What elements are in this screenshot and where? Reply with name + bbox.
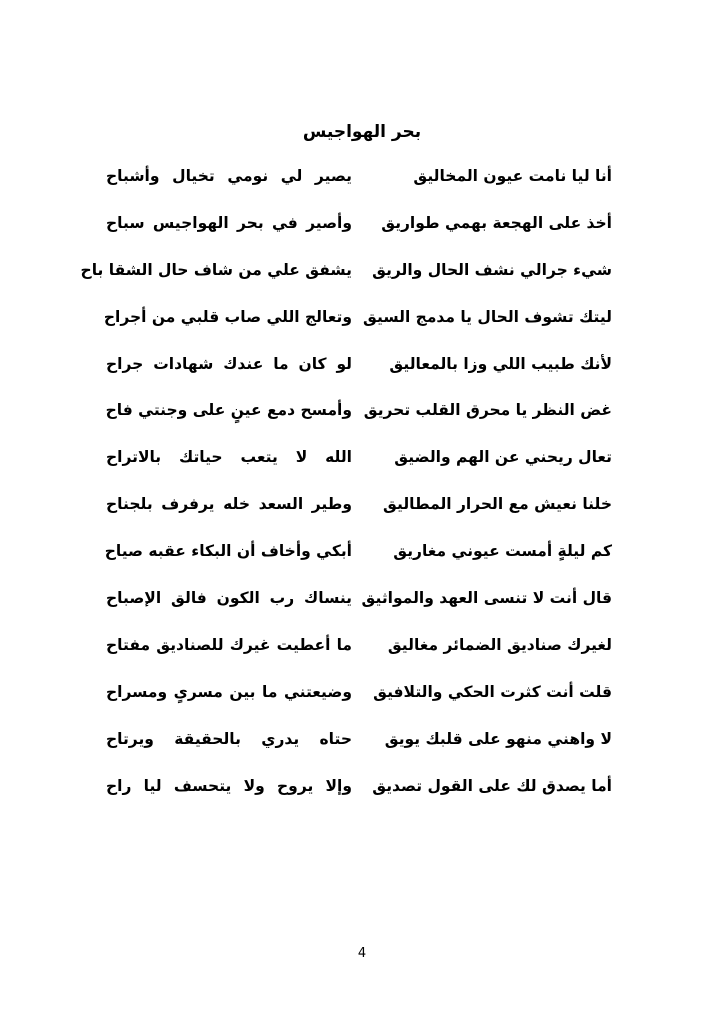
verse-line (0, 164, 724, 211)
poem-title: بحر الهواجيس (302, 122, 422, 142)
second-hemistich: حتاه يدري بالحقيقة ويرتاح (106, 729, 352, 748)
first-hemistich: خلنا نعيش مع الحرار المطاليق (383, 495, 612, 514)
second-hemistich: أبكي وأخاف أن البكاء عقبه صياح (104, 542, 352, 561)
second-hemistich: وأصير في بحر الهواجيس سباح (106, 213, 352, 232)
first-hemistich: شيء جرالي نشف الحال والريق (372, 260, 612, 279)
verse-line (0, 352, 724, 399)
first-hemistich: أخذ على الهجعة بهمي طواريق (381, 213, 612, 232)
first-hemistich: أنا ليا نامت عيون المخاليق (413, 167, 612, 185)
first-hemistich: لا واهني منهو على قلبك يويق (384, 729, 612, 748)
first-hemistich: لغيرك صناديق الضمائر مغاليق (387, 635, 612, 654)
verse-line (0, 445, 724, 492)
second-hemistich: وإلا يروح ولا يتحسف ليا راح (106, 776, 352, 795)
second-hemistich: وأمسح دمع عينٍ على وجنتي فاح (105, 401, 352, 420)
second-hemistich: يشفق علي من شاف حال الشقا باح (80, 260, 352, 279)
second-hemistich: لو كان ما عندك شهادات جراح (106, 354, 352, 373)
page-number: 4 (357, 946, 367, 961)
verse-line (0, 539, 724, 586)
second-hemistich: وطير السعد خله يرفرف بلجناح (106, 495, 352, 514)
second-hemistich: وضيعتني ما بين مسرىٍ ومسراح (106, 682, 352, 701)
second-hemistich: يصير لي نومي تخيال وأشباح (106, 167, 352, 185)
first-hemistich: كم ليلةٍ أمست عيوني مغاريق (393, 542, 612, 561)
second-hemistich: الله لا يتعب حياتك بالاتراح (106, 448, 352, 467)
verse-line (0, 586, 724, 633)
second-hemistich: ما أعطيت غيرك للصناديق مفتاح (106, 635, 352, 654)
verse-line (0, 727, 724, 774)
verse-line (0, 258, 724, 305)
first-hemistich: ليتك تشوف الحال يا مدمج السيق (363, 307, 612, 326)
first-hemistich: لأنك طبيب اللي وزا بالمعاليق (389, 354, 612, 373)
verse-line (0, 305, 724, 352)
second-hemistich: ينساك رب الكون فالق الإصباح (106, 589, 352, 608)
first-hemistich: قال أنت لا تنسى العهد والمواثيق (361, 589, 612, 608)
first-hemistich: أما يصدق لك على القول تصديق (372, 776, 612, 795)
verse-line (0, 680, 724, 727)
verse-line (0, 211, 724, 258)
second-hemistich: وتعالج اللي صاب قلبي من أجراح (103, 307, 352, 326)
verse-line (0, 633, 724, 680)
first-hemistich: غض النظر يا محرق القلب تحريق (363, 401, 612, 420)
verse-line (0, 492, 724, 539)
verse-line (0, 774, 724, 821)
first-hemistich: قلت أنت كثرت الحكي والتلافيق (373, 682, 612, 701)
poem-body (0, 164, 724, 820)
first-hemistich: تعال ريحني عن الهم والضيق (394, 448, 612, 467)
verse-line (0, 398, 724, 445)
